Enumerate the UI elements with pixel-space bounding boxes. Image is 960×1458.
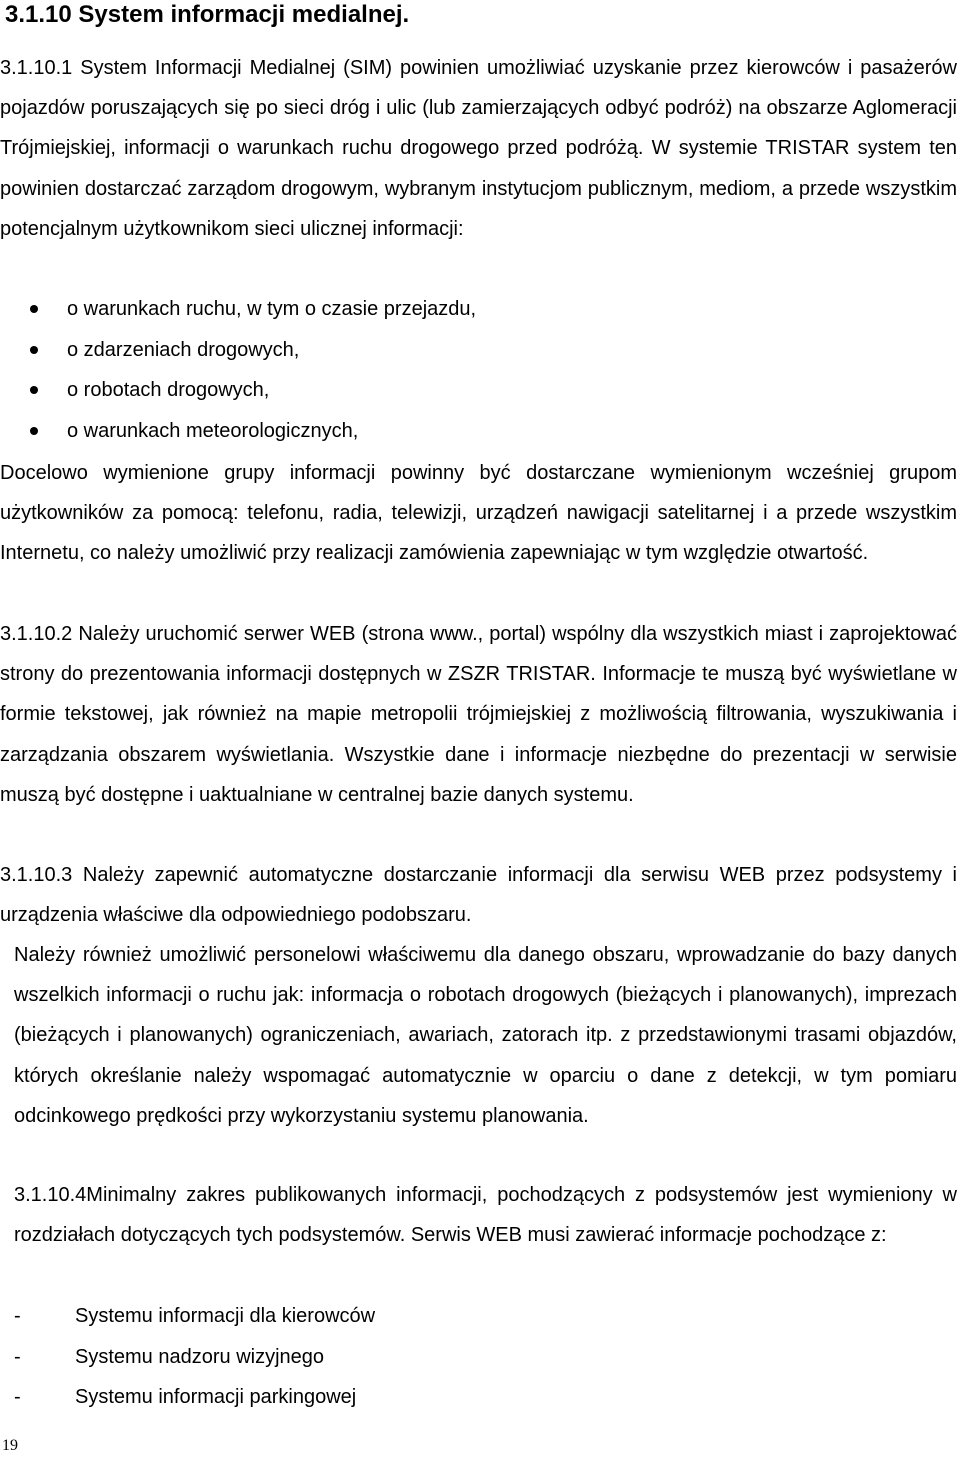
dash-item <box>14 1377 914 1418</box>
bullet-text: o zdarzeniach drogowych, <box>67 338 300 361</box>
bullet-item <box>0 330 957 371</box>
dash-list <box>14 1296 914 1418</box>
bullet-icon <box>30 305 38 313</box>
bullet-text: o robotach drogowych, <box>67 379 270 401</box>
paragraph-3-1-10-1: 3.1.10.1 System Informacji Medialnej (SIM) powinien umożliwiać uzyskanie przez kierowców i pasażerów pojazdów poruszających się po sieci dróg i ulic (lub zamierzających odbyć podróż) na obszarze Aglomeracji Trójmiejskiej, informacji o warunkach ruchu drogowego przed podróżą. W systemie TRISTAR system ten powinien dostarczać zarządom drogowym, wybranym instytucjom publicznym, mediom, a przede wszystkim potencjalnym użytkownikom sieci ulicznej informacji: <box>0 57 957 240</box>
paragraph-3-1-10-3: 3.1.10.3 Należy zapewnić automatyczne dostarczanie informacji dla serwisu WEB przez podsystemy i urządzenia właściwe dla odpowiedniego podobszaru. <box>0 864 957 927</box>
section-heading: 3.1.10 System informacji medialnej. <box>5 1 410 28</box>
dash-marker: - <box>14 1386 21 1408</box>
paragraph-3-1-10-4: 3.1.10.4Minimalny zakres publikowanych informacji, pochodzących z podsystemów jest wymieniony w rozdziałach dotyczących tych podsystemów. Serwis WEB musi zawierać informacje pochodzące z: <box>14 1184 957 1247</box>
bullet-list <box>0 289 957 451</box>
dash-item <box>14 1337 914 1378</box>
paragraph-3-1-10-2: 3.1.10.2 Należy uruchomić serwer WEB (strona www., portal) wspólny dla wszystkich miast i zaprojektować strony do prezentowania informacji dostępnych w ZSZR TRISTAR. Informacje te muszą być wyświetlane w formie tekstowej, jak również na mapie metropolii trójmiejskiej z możliwością filtrowania, wyszukiwania i zarządzania obszarem wyświetlania. Wszystkie dane i informacje niezbędne do prezentacji w serwisie muszą być dostępne i uaktualniane w centralnej bazie danych systemu. <box>0 623 957 806</box>
bullet-text: o warunkach ruchu, w tym o czasie przejazdu, <box>67 298 477 320</box>
page-number: 19 <box>2 1437 18 1454</box>
bullet-text: o warunkach meteorologicznych, <box>67 419 359 442</box>
dash-text: Systemu nadzoru wizyjnego <box>75 1345 325 1368</box>
bullet-icon <box>30 427 38 435</box>
dash-text: Systemu informacji dla kierowców <box>75 1305 376 1327</box>
paragraph-docelowo: Docelowo wymienione grupy informacji powinny być dostarczane wymienionym wcześniej grupom użytkowników za pomocą: telefonu, radia, telewizji, urządzeń nawigacji satelitarnej i a przede wszystkim Internetu, co należy umożliwić przy realizacji zamówienia zapewniając w tym względzie otwartość. <box>0 462 957 565</box>
bullet-item <box>0 370 957 411</box>
dash-text: Systemu informacji parkingowej <box>75 1386 357 1408</box>
bullet-icon <box>30 346 38 354</box>
bullet-icon <box>30 386 38 394</box>
paragraph-nalezy-rowniez: Należy również umożliwić personelowi właściwemu dla danego obszaru, wprowadzanie do bazy danych wszelkich informacji o ruchu jak: informacja o robotach drogowych (bieżących i planowanych), imprezach (bieżących i planowanych) ograniczeniach, awariach, zatorach itp. z przedstawionymi trasami objazdów, których określanie należy wspomagać automatycznie w oparciu o dane z detekcji, w tym pomiaru odcinkowego prędkości przy wykorzystaniu systemu planowania. <box>14 944 957 1127</box>
bullet-item <box>0 411 957 452</box>
dash-item <box>14 1296 914 1337</box>
dash-marker: - <box>14 1305 21 1327</box>
dash-marker: - <box>14 1345 21 1368</box>
bullet-item <box>0 289 957 330</box>
